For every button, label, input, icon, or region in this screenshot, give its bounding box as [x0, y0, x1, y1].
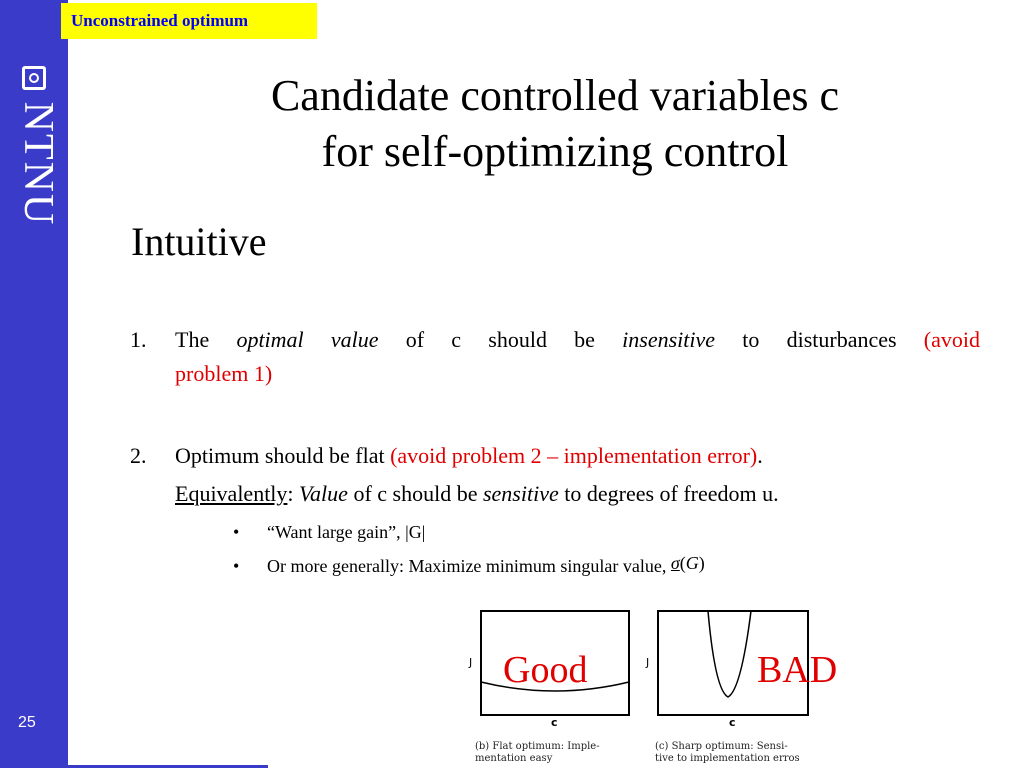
section-heading: Intuitive [131, 219, 267, 264]
flat-caption: (b) Flat optimum: Imple- mentation easy [475, 741, 600, 764]
flat-ylabel: J [469, 656, 473, 669]
bad-label: BAD [757, 649, 838, 691]
slide-title: Candidate controlled variables c for self-optimizing control [270, 71, 840, 176]
flat-xlabel: c [551, 716, 558, 729]
sharp-caption: (c) Sharp optimum: Sensi- tive to implementation erros [655, 741, 800, 764]
page-number: 25 [18, 714, 36, 731]
sidebar [0, 0, 68, 768]
sharp-xlabel: c [729, 716, 736, 729]
good-label: Good [503, 649, 588, 691]
ntnu-logo-icon [22, 66, 46, 90]
sharp-ylabel: J [646, 656, 650, 669]
topic-tag: Unconstrained optimum [61, 3, 317, 39]
ntnu-logo: NTNU [15, 101, 61, 227]
